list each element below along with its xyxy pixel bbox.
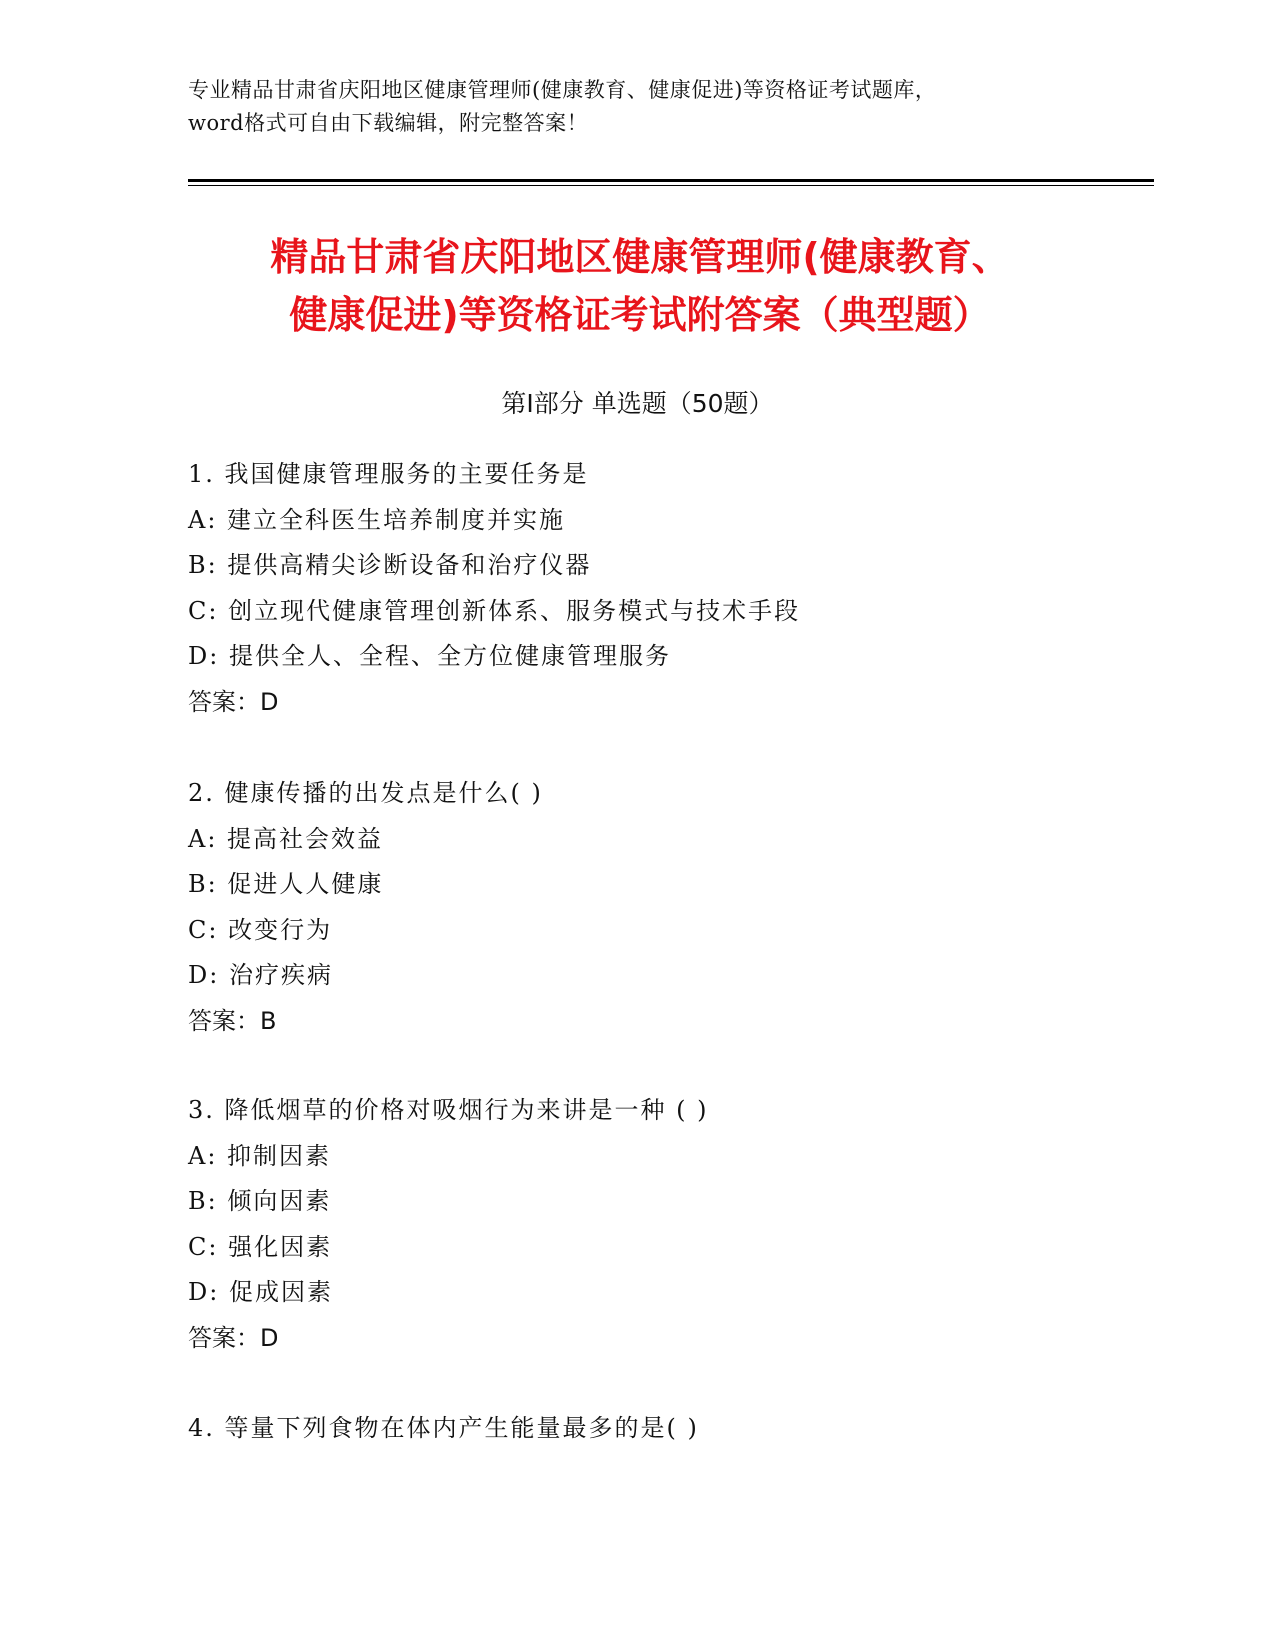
question-3 [188, 1088, 1138, 1361]
option-b: B: 促进人人健康 [188, 870, 384, 898]
option-d: D: 治疗疾病 [188, 961, 333, 989]
option-d: D: 提供全人、全程、全方位健康管理服务 [188, 642, 671, 670]
header-note-line-1: 专业精品甘肃省庆阳地区健康管理师(健康教育、健康促进)等资格证考试题库， [188, 78, 937, 102]
option-c: C: 强化因素 [188, 1232, 333, 1261]
header-divider-thick [188, 179, 1154, 182]
option-a: A: 建立全科医生培养制度并实施 [188, 505, 566, 534]
option-c: C: 创立现代健康管理创新体系、服务模式与技术手段 [188, 596, 801, 625]
option-b: B: 提供高精尖诊断设备和治疗仪器 [188, 551, 592, 579]
option-c: C: 改变行为 [188, 915, 333, 944]
answer: 答案：D [188, 687, 279, 716]
option-a: A: 提高社会效益 [188, 824, 384, 853]
question-stem: 4. 等量下列食物在体内产生能量最多的是( ) [188, 1414, 699, 1442]
answer: 答案：B [188, 1006, 277, 1035]
header-note [188, 74, 1088, 140]
option-a: A: 抑制因素 [188, 1141, 332, 1170]
header-divider-thin [188, 185, 1154, 186]
section-title: 第Ⅰ部分 单选题（50题） [501, 389, 774, 418]
question-4 [188, 1406, 1138, 1452]
document-title-line-2: 健康促进)等资格证考试附答案（典型题） [289, 293, 991, 337]
option-d: D: 促成因素 [188, 1278, 333, 1306]
answer: 答案：D [188, 1323, 279, 1352]
document-title [180, 228, 1100, 344]
header-note-line-2: word格式可自由下载编辑，附完整答案！ [188, 111, 589, 135]
question-stem: 1. 我国健康管理服务的主要任务是 [188, 460, 589, 488]
question-stem: 3. 降低烟草的价格对吸烟行为来讲是一种 ( ) [188, 1096, 709, 1124]
question-2 [188, 771, 1138, 1044]
option-b: B: 倾向因素 [188, 1187, 332, 1215]
question-1 [188, 452, 1138, 725]
document-title-line-1: 精品甘肃省庆阳地区健康管理师(健康教育、 [270, 235, 1010, 279]
question-stem: 2. 健康传播的出发点是什么( ) [188, 779, 543, 807]
